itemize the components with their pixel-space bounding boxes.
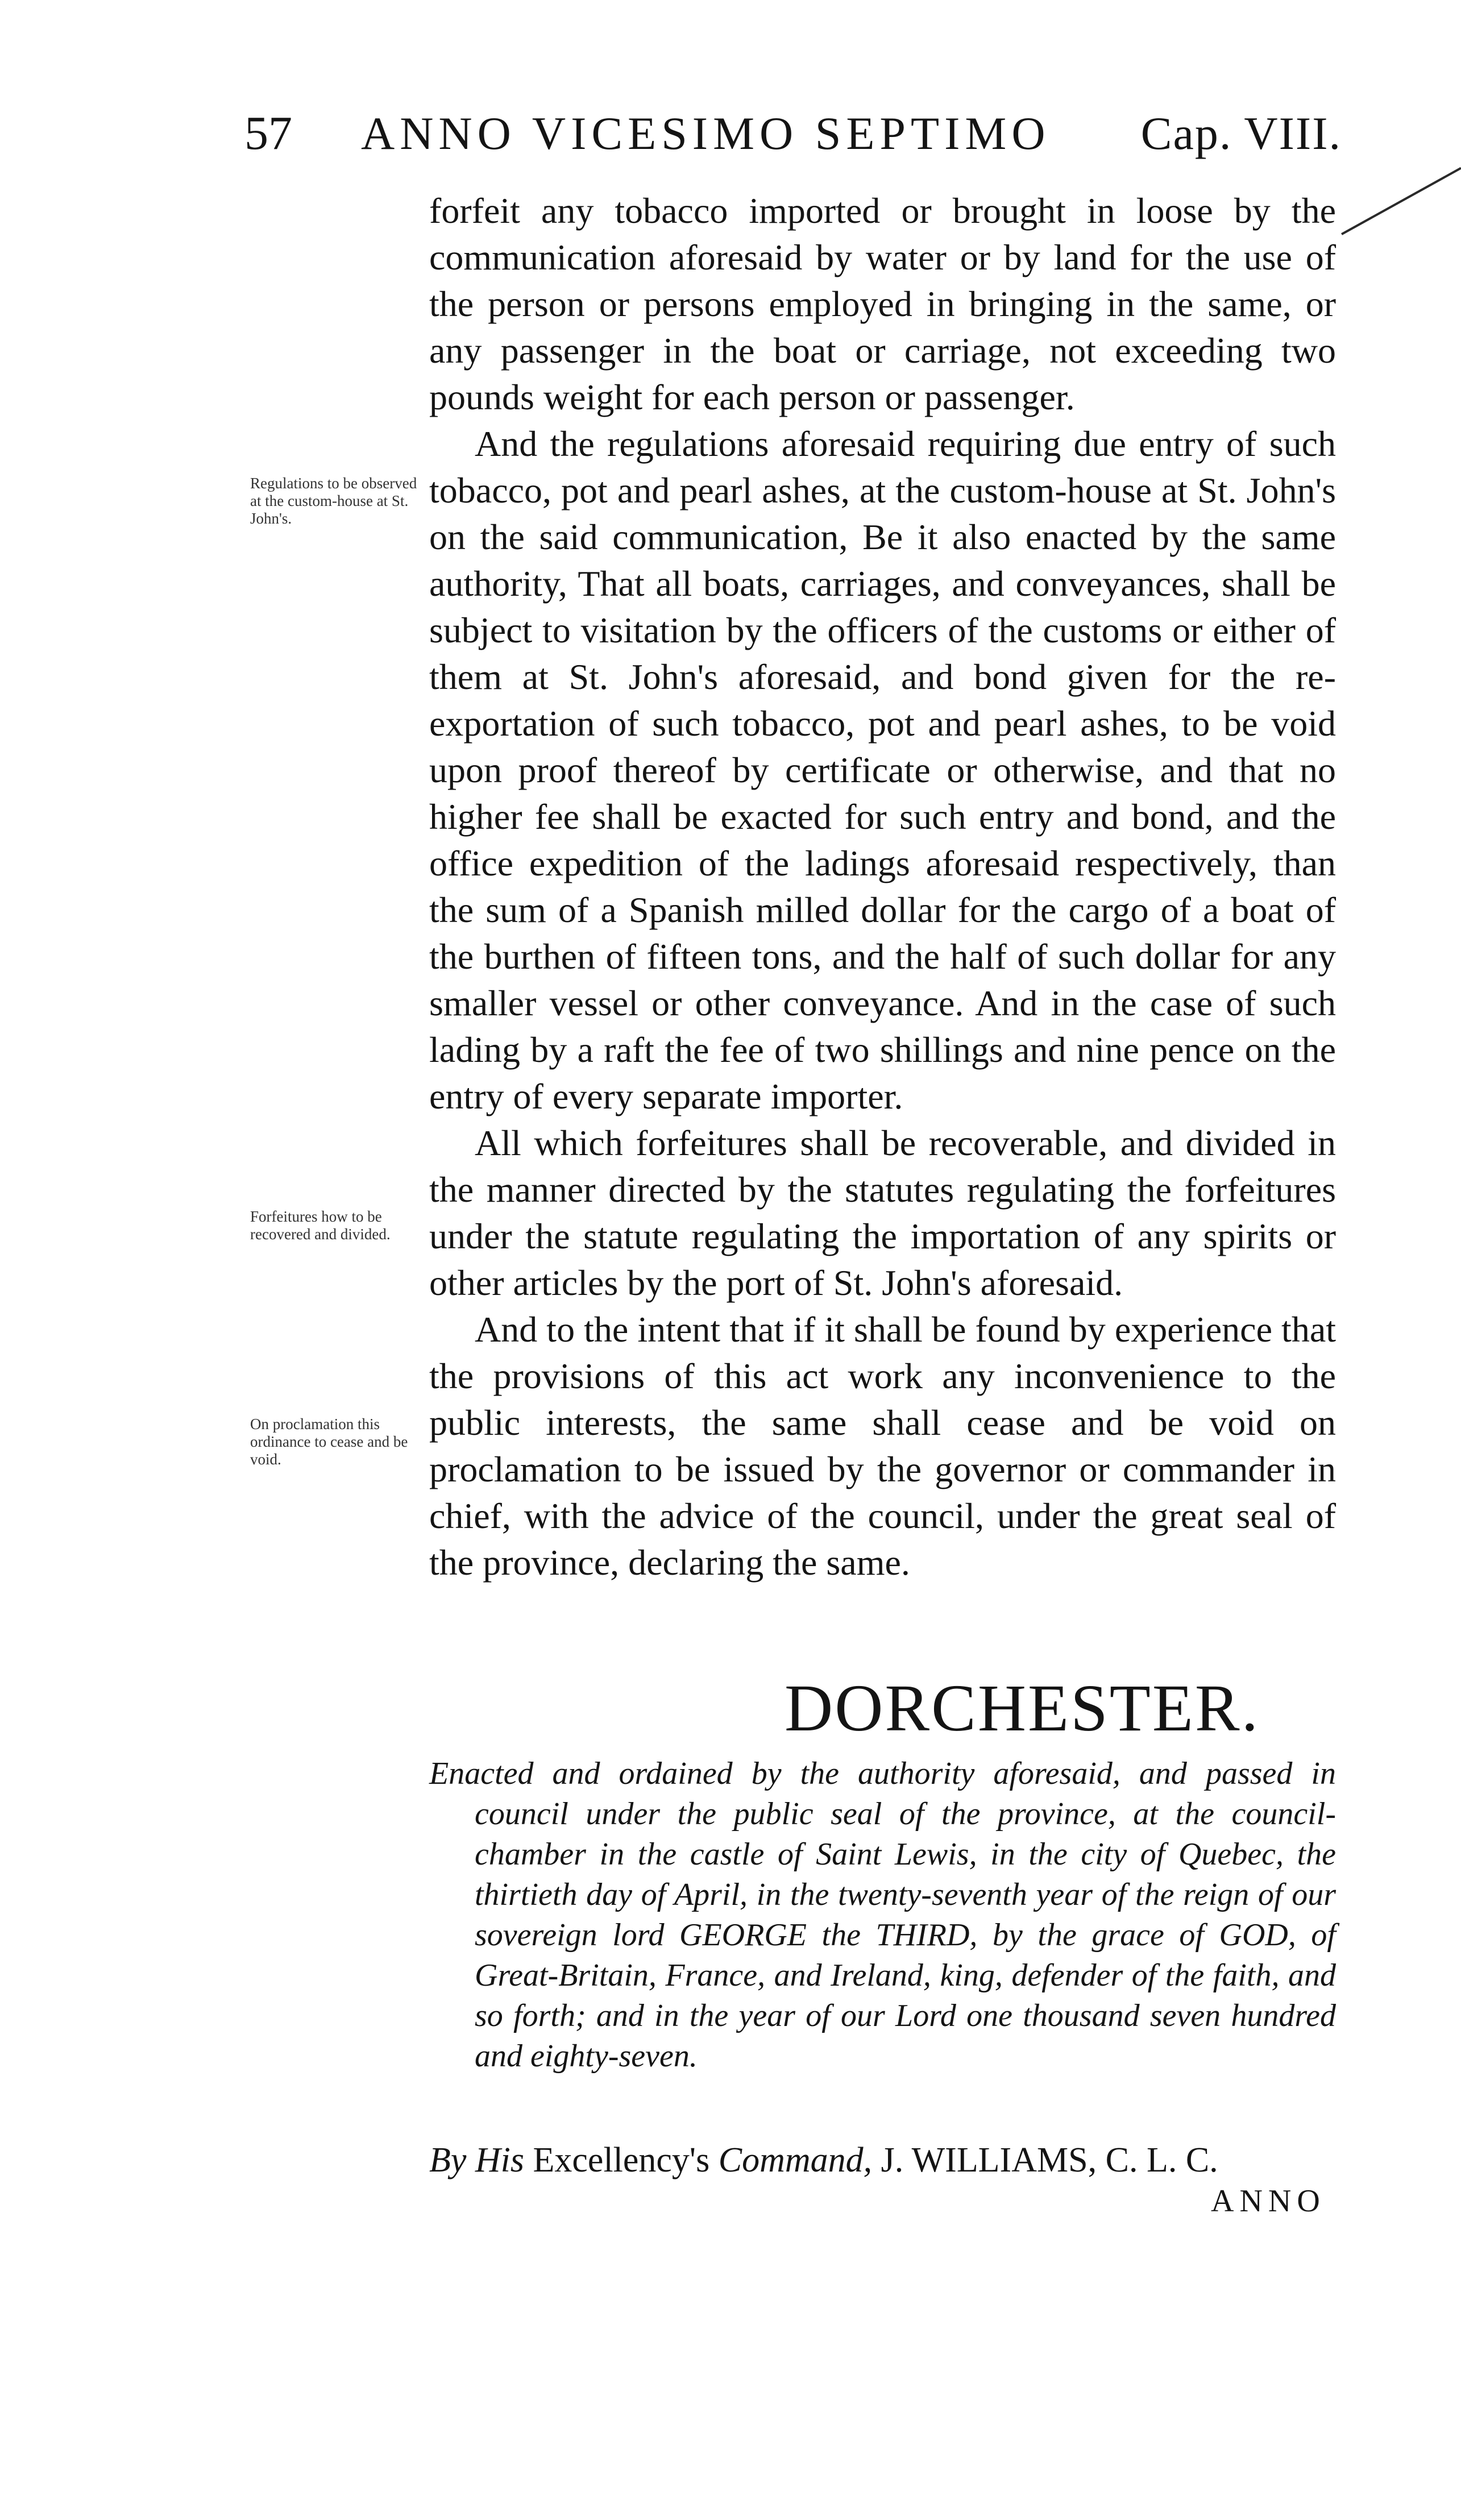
pen-stroke-mark bbox=[1341, 167, 1461, 235]
margin-note-forfeitures: Forfeitures how to be recovered and divided. bbox=[250, 1208, 391, 1243]
catchword: ANNO bbox=[1211, 2183, 1326, 2219]
paragraph-proclamation: And to the intent that if it shall be found by experience that the provisions of this act work any inconvenience to the public interests, the same shall cease and be void on proclamation to be issued by the governor or commander in chief, with the advice of the council, under the great seal of the province, declaring the same. bbox=[429, 1309, 1336, 1583]
main-text bbox=[429, 188, 1336, 1586]
signature-dorchester: DORCHESTER. bbox=[785, 1671, 1260, 1745]
margin-note-proclamation: On proclamation this ordinance to cease and be void. bbox=[250, 1415, 408, 1468]
command-line bbox=[429, 2137, 1350, 2183]
chapter-label: Cap. VIII. bbox=[1140, 107, 1342, 159]
enactment-text: Enacted and ordained by the authority aforesaid, and passed in council under the public seal of the province, at the council-chamber in the castle of Saint Lewis, in the city of Quebec, the thirtieth day of April, in the twenty-seventh year of the reign of our sovereign lord GEORGE the THIRD, by the grace of GOD, of Great-Britain, France, and Ireland, king, defender of the faith, and so forth; and in the year of our Lord one thousand seven hundred and eighty-seven. bbox=[429, 1756, 1336, 2074]
command-word: Command, bbox=[718, 2141, 873, 2179]
margin-note-regulations: Regulations to be observed at the custom-house at St. John's. bbox=[250, 475, 417, 527]
page-number: 57 bbox=[244, 107, 292, 160]
command-signer: J. WILLIAMS, C. L. C. bbox=[881, 2141, 1218, 2179]
command-by: By His bbox=[429, 2141, 525, 2179]
running-title: ANNO VICESIMO SEPTIMO bbox=[361, 107, 1051, 159]
paragraph-forfeitures: All which forfeitures shall be recoverable, and divided in the manner directed by the statutes regulating the forfeitures under the statute regulating the importation of any spirits or other articles by the port of St. John's aforesaid. bbox=[429, 1123, 1336, 1303]
paragraph-regulations: And the regulations aforesaid requiring due entry of such tobacco, pot and pearl ashes, at the custom-house at St. John's on the said communication, Be it also enacted by the same authority, That all boats, carriages, and conveyances, shall be subject to visitation by the officers of the customs or either of them at St. John's aforesaid, and bond given for the re-exportation of such tobacco, pot and pearl ashes, to be void upon proof thereof by certificate or otherwise, and that no higher fee shall be exacted for such entry and bond, and the office expedition of the ladings aforesaid respectively, than the sum of a Spanish milled dollar for the cargo of a boat of the burthen of fifteen tons, and the half of such dollar for any smaller vessel or other conveyance. And in the case of such lading by a raft the fee of two shillings and nine pence on the entry of every separate importer. bbox=[429, 424, 1336, 1116]
enactment-clause bbox=[429, 1754, 1336, 2077]
paragraph-forfeit-tobacco: forfeit any tobacco imported or brought in loose by the communication aforesaid by water or by land for the use of the person or persons employed in bringing in the same, or any passenger in the boat or carriage, not exceeding two pounds weight for each person or passenger. bbox=[429, 190, 1336, 417]
running-header bbox=[244, 105, 1342, 168]
command-excellency: Excellency's bbox=[533, 2141, 710, 2179]
